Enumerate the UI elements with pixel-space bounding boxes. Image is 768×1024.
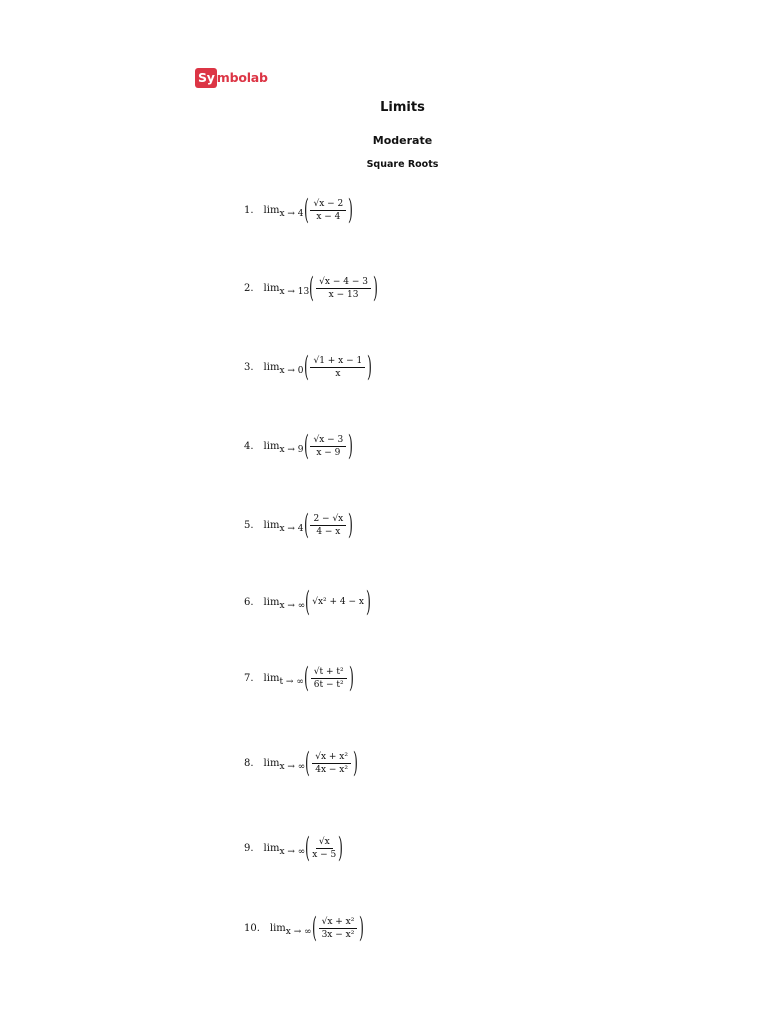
fraction [310,356,365,379]
problem-8 [244,746,358,779]
left-paren: ( [303,661,309,694]
denominator: 6t − t² [313,679,344,690]
lim-operator [263,282,310,297]
lim-operator [269,922,312,937]
denominator: x [335,368,341,379]
problem-number: 6. [244,596,254,608]
page-subtitle: Moderate [372,134,433,147]
lim-operator [263,757,306,772]
lim-subscript: x → 4 [279,208,304,219]
numerator: √x + x² [319,917,358,929]
numerator: √x [316,837,333,849]
lim-text: lim [263,596,280,608]
right-paren: ) [348,193,354,226]
lim-subscript: x → 0 [279,365,304,376]
numerator: 2 − √x [310,514,346,526]
lim-text: lim [263,757,280,769]
numerator: √1 + x − 1 [310,356,365,368]
lim-operator [263,361,304,376]
right-paren: ) [348,661,354,694]
denominator: 4x − x² [315,764,348,775]
left-paren: ( [309,271,315,304]
page-title: Limits [380,100,425,115]
right-paren: ) [367,350,373,383]
lim-subscript: x → 13 [279,286,310,297]
lim-text: lim [263,361,280,373]
problem-2 [244,271,378,304]
right-paren: ) [348,429,354,462]
fraction [310,514,346,537]
lim-text: lim [263,519,280,531]
problem-number: 8. [244,757,254,769]
lim-subscript: x → 9 [279,444,304,455]
expression: √x² + 4 − x [312,597,364,607]
lim-text: lim [263,440,280,452]
denominator: x − 9 [316,447,341,458]
lim-subscript: x → ∞ [279,846,306,857]
problem-6 [244,585,371,618]
fraction [319,917,358,940]
lim-subscript: t → ∞ [279,676,304,687]
problem-number: 2. [244,282,254,294]
denominator: x − 13 [328,289,359,300]
denominator: 3x − x² [321,929,355,940]
problem-9 [244,831,344,864]
denominator: 4 − x [316,526,341,537]
symbolab-logo [195,67,268,89]
lim-operator [263,596,306,611]
left-paren: ( [303,429,309,462]
lim-text: lim [269,922,286,934]
problem-1 [244,193,354,226]
problem-number: 9. [244,842,254,854]
lim-operator [263,842,306,857]
right-paren: ) [352,746,358,779]
right-paren: ) [365,585,371,618]
lim-text: lim [263,204,280,216]
problem-number: 7. [244,672,254,684]
left-paren: ( [303,193,309,226]
logo-rest-text: mbolab [216,70,268,85]
numerator: √x − 3 [310,435,346,447]
problem-number: 5. [244,519,254,531]
numerator: √x − 2 [310,199,346,211]
left-paren: ( [305,746,311,779]
left-paren: ( [311,911,317,944]
right-paren: ) [359,911,365,944]
lim-operator [263,440,304,455]
numerator: √x + x² [312,752,351,764]
fraction [312,837,336,860]
lim-operator [263,672,304,687]
lim-operator [263,204,304,219]
fraction [310,435,346,458]
lim-subscript: x → 4 [279,523,304,534]
left-paren: ( [305,831,311,864]
right-paren: ) [372,271,378,304]
right-paren: ) [348,508,354,541]
lim-subscript: x → ∞ [285,926,312,937]
problem-number: 3. [244,361,254,373]
left-paren: ( [303,350,309,383]
problem-number: 1. [244,204,254,216]
lim-subscript: x → ∞ [279,600,306,611]
fraction [311,667,347,690]
numerator: √x − 4 − 3 [316,277,371,289]
lim-text: lim [263,282,280,294]
left-paren: ( [305,585,311,618]
fraction [312,752,351,775]
right-paren: ) [338,831,344,864]
problem-3 [244,350,373,383]
denominator: x − 5 [312,849,337,860]
problem-number: 4. [244,440,254,452]
problem-10 [244,911,365,944]
problem-number: 10. [244,922,260,934]
problem-7 [244,661,354,694]
lim-text: lim [263,672,280,684]
left-paren: ( [303,508,309,541]
problem-4 [244,429,354,462]
lim-subscript: x → ∞ [279,761,306,772]
numerator: √t + t² [311,667,347,679]
problem-5 [244,508,354,541]
lim-text: lim [263,842,280,854]
section-heading: Square Roots [366,159,439,170]
lim-operator [263,519,304,534]
fraction [316,277,371,300]
fraction [310,199,346,222]
denominator: x − 4 [316,211,341,222]
logo-boxed-text: Sy [195,68,217,88]
